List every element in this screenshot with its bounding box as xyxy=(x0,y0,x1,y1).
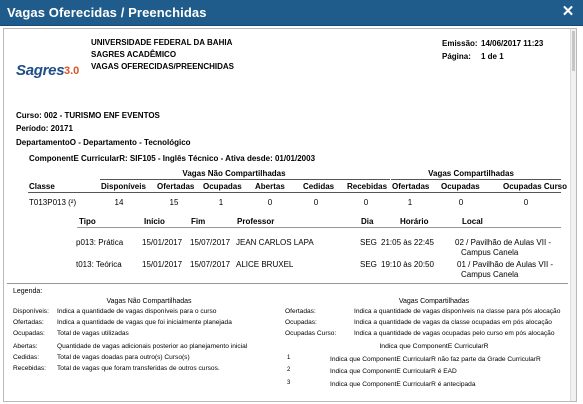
sched-row-1-professor: JEAN CARLOS LAPA xyxy=(236,238,314,247)
sched-col-fim: Fim xyxy=(191,217,206,226)
sagres-logo xyxy=(16,62,88,82)
row-ofertadas: 15 xyxy=(169,198,179,207)
legend-c-key-1: Ofertadas: xyxy=(285,308,316,315)
col-cedidas: Cedidas xyxy=(303,182,335,191)
row-cedidas: 0 xyxy=(313,198,319,207)
header-rule xyxy=(28,192,561,193)
org-line-3: VAGAS OFERECIDAS/PREENCHIDAS xyxy=(91,62,234,71)
departamento: DepartamentoO - Departamento - Tecnológico xyxy=(16,138,191,147)
logo-text: Sagres xyxy=(16,62,65,79)
legend-c-key-3: Ocupadas Curso: xyxy=(285,330,337,337)
row-c-ofertadas: 1 xyxy=(407,198,413,207)
legend-nc-val-3: Total de vagas utilizadas xyxy=(57,330,129,337)
pagina-label: Página: xyxy=(442,52,471,61)
org-line-2: SAGRES ACADÊMICO xyxy=(91,50,177,59)
sched-row-2-horario: 19:10 às 20:50 xyxy=(381,260,434,269)
row-disponiveis: 14 xyxy=(114,198,124,207)
sched-col-local: Local xyxy=(462,217,483,226)
legend-comp-key-2: 2 xyxy=(287,367,291,373)
close-icon[interactable]: ✕ xyxy=(561,3,575,20)
periodo: Período: 20171 xyxy=(16,124,73,133)
col-c-ofertadas: Ofertadas xyxy=(392,182,430,191)
row-abertas: 0 xyxy=(267,198,273,207)
curso: Curso: 002 - TURISMO ENF EVENTOS xyxy=(16,111,160,120)
row-c-ocupadas-curso: 0 xyxy=(523,198,529,207)
window-title: Vagas Oferecidas / Preenchidas xyxy=(7,5,207,20)
sched-col-professor: Professor xyxy=(237,217,275,226)
legend-comp-val-1: Indica que ComponentE CurricularR não faz parte da Grade CurricularR xyxy=(330,356,541,363)
sched-row-2-dia: SEG xyxy=(360,260,377,269)
legend-rule xyxy=(7,283,568,284)
sched-col-inicio: Início xyxy=(144,217,165,226)
org-line-1: UNIVERSIDADE FEDERAL DA BAHIA xyxy=(91,38,233,47)
col-c-ocupadas-curso: Ocupadas Curso xyxy=(503,182,568,191)
legend-comp-val-3: Indica que ComponentE CurricularR é antecipada xyxy=(330,381,476,388)
logo-version: 3.0 xyxy=(64,65,80,77)
col-classe: Classe xyxy=(29,182,55,191)
legend-c-key-2: Ocupadas: xyxy=(285,319,317,326)
legend-nc-title: Vagas Não Compartilhadas xyxy=(106,298,192,305)
title-bar xyxy=(0,0,583,26)
sched-row-1-dia: SEG xyxy=(360,238,377,247)
sched-row-2-inicio: 15/01/2017 xyxy=(142,260,183,269)
legend-c-val-3: Indica a quantidade de vagas ocupadas pelo curso em pós alocação xyxy=(354,330,555,337)
report-viewer[interactable] xyxy=(3,28,577,402)
group-nao-compartilhadas: Vagas Não Compartilhadas xyxy=(182,169,286,178)
sched-row-2-tipo: t013: Teórica xyxy=(76,260,122,269)
sched-row-1-inicio: 15/01/2017 xyxy=(142,238,183,247)
componente-curricular: ComponentE CurricularR: SIF105 - Inglês Técnico - Ativa desde: 01/01/2003 xyxy=(29,154,316,163)
legend-nc-val-2: Indica a quantidade de vagas que foi inicialmente planejada xyxy=(57,319,232,326)
sched-row-1-fim: 15/07/2017 xyxy=(190,238,231,247)
sched-col-tipo: Tipo xyxy=(79,217,96,226)
legend-nc-key-1: Disponíveis: xyxy=(13,308,49,315)
scrollbar-thumb[interactable] xyxy=(572,31,575,71)
legend-nc-key-3: Ocupadas: xyxy=(13,330,45,337)
legend-nc-key-5: Cedidas: xyxy=(13,354,40,361)
group-compartilhadas: Vagas Compartilhadas xyxy=(428,169,514,178)
legend-nc-val-1: Indica a quantidade de vagas disponíveis para o curso xyxy=(57,308,217,315)
emissao-label: Emissão: xyxy=(442,39,478,48)
col-ofertadas: Ofertadas xyxy=(157,182,195,191)
legend-c-val-1: Indica a quantidade de vagas disponíveis na classe para pós alocação xyxy=(354,308,561,315)
row-classe: T013P013 (²) xyxy=(29,198,77,207)
col-disponiveis: Disponíveis xyxy=(101,182,146,191)
col-abertas: Abertas xyxy=(255,182,285,191)
sched-row-2-professor: ALICE BRUXEL xyxy=(236,260,294,269)
col-ocupadas: Ocupadas xyxy=(203,182,242,191)
legend-comp-key-1: 1 xyxy=(287,355,291,361)
sched-header-rule xyxy=(77,227,561,228)
legend-c-val-2: Indica a quantidade de vagas da classe ocupadas em pós alocação xyxy=(354,319,552,326)
sched-row-2-local-2: Campus Canela xyxy=(461,270,519,279)
legend-comp-val-2: Indica que ComponentE CurricularR é EAD xyxy=(330,368,457,375)
legend-comp-title: Indica que ComponentE CurricularR xyxy=(379,343,489,350)
legend-nc-key-4: Abertas: xyxy=(13,343,38,350)
legend-nc-val-4: Quantidade de vagas adicionais posterior ao planejamento inicial xyxy=(57,343,248,350)
legend-nc-key-6: Recebidas: xyxy=(13,365,46,372)
row-c-ocupadas: 0 xyxy=(458,198,464,207)
legend-nc-val-6: Total de vagas que foram transferidas de outros cursos. xyxy=(57,365,220,372)
scrollbar[interactable] xyxy=(570,29,576,401)
sched-row-1-local: 02 / Pavilhão de Aulas VII - xyxy=(455,238,552,247)
legend-title: Legenda: xyxy=(13,288,43,295)
legend-comp-key-3: 3 xyxy=(287,380,291,386)
sched-row-1-tipo: p013: Prática xyxy=(76,238,124,247)
legend-c-title: Vagas Compartilhadas xyxy=(398,298,470,305)
col-c-ocupadas: Ocupadas xyxy=(441,182,480,191)
row-recebidas: 0 xyxy=(363,198,369,207)
emissao-value: 14/06/2017 11:23 xyxy=(481,39,544,48)
sched-row-1-local-2: Campus Canela xyxy=(461,248,519,257)
sched-col-dia: Dia xyxy=(361,217,374,226)
col-recebidas: Recebidas xyxy=(347,182,388,191)
legend-nc-key-2: Ofertadas: xyxy=(13,319,44,326)
rule-c xyxy=(391,179,561,180)
legend-nc-val-5: Total de vagas doadas para outro(s) Curso(s) xyxy=(57,354,190,361)
sched-row-2-fim: 15/07/2017 xyxy=(190,260,231,269)
pagina-value: 1 de 1 xyxy=(481,52,504,61)
sched-col-horario: Horário xyxy=(400,217,429,226)
sched-row-2-local: 01 / Pavilhão de Aulas VII - xyxy=(457,260,554,269)
sched-row-1-horario: 21:05 às 22:45 xyxy=(381,238,434,247)
rule-nc xyxy=(100,179,390,180)
row-ocupadas: 1 xyxy=(218,198,224,207)
